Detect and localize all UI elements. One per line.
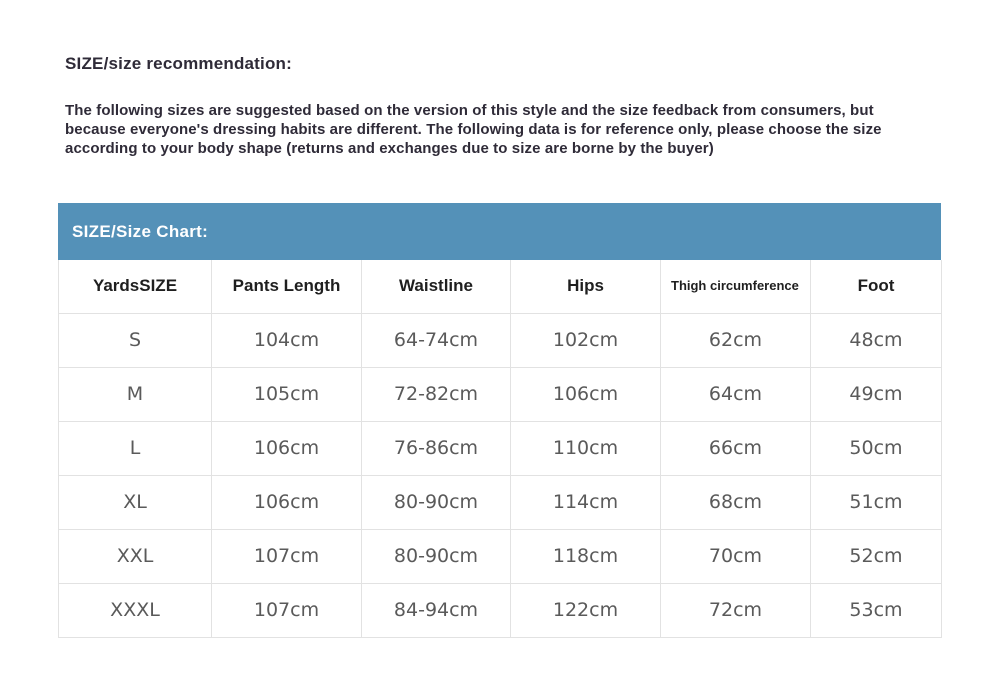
cell-size: M	[59, 367, 212, 421]
cell-waistline: 64-74cm	[362, 313, 511, 367]
size-recommendation-paragraph: The following sizes are suggested based on the version of this style and the size feedback from consumers, but because everyone's dressing habits are different. The following data is for reference only, please choose the size according to your body shape (returns and exchanges due to size are borne by the buyer)	[65, 102, 882, 157]
cell-foot: 50cm	[811, 421, 942, 475]
cell-pants-length: 107cm	[212, 529, 362, 583]
cell-waistline: 80-90cm	[362, 529, 511, 583]
column-header-thigh-circumference: Thigh circumference	[661, 260, 811, 313]
cell-thigh-circumference: 62cm	[661, 313, 811, 367]
column-header-yards-size: YardsSIZE	[59, 260, 212, 313]
table-row	[59, 313, 942, 367]
cell-waistline: 76-86cm	[362, 421, 511, 475]
cell-size: XL	[59, 475, 212, 529]
cell-thigh-circumference: 68cm	[661, 475, 811, 529]
column-header-hips: Hips	[511, 260, 661, 313]
cell-foot: 49cm	[811, 367, 942, 421]
size-recommendation-heading: SIZE/size recommendation:	[65, 54, 292, 73]
cell-pants-length: 106cm	[212, 421, 362, 475]
table-row	[59, 421, 942, 475]
cell-pants-length: 105cm	[212, 367, 362, 421]
cell-size: XXXL	[59, 583, 212, 637]
size-chart-table	[58, 260, 942, 638]
cell-hips: 118cm	[511, 529, 661, 583]
column-header-pants-length: Pants Length	[212, 260, 362, 313]
size-recommendation-section	[0, 0, 1000, 158]
size-chart-table-body	[59, 313, 942, 637]
size-chart-section	[58, 203, 941, 638]
cell-foot: 53cm	[811, 583, 942, 637]
cell-pants-length: 104cm	[212, 313, 362, 367]
cell-hips: 114cm	[511, 475, 661, 529]
cell-foot: 51cm	[811, 475, 942, 529]
column-header-waistline: Waistline	[362, 260, 511, 313]
table-row	[59, 367, 942, 421]
cell-waistline: 72-82cm	[362, 367, 511, 421]
cell-waistline: 80-90cm	[362, 475, 511, 529]
size-chart-table-head	[59, 260, 942, 313]
column-header-foot: Foot	[811, 260, 942, 313]
cell-size: L	[59, 421, 212, 475]
cell-size: S	[59, 313, 212, 367]
cell-hips: 110cm	[511, 421, 661, 475]
cell-thigh-circumference: 70cm	[661, 529, 811, 583]
size-chart-header-bar	[58, 203, 941, 260]
cell-size: XXL	[59, 529, 212, 583]
header-row	[59, 260, 942, 313]
cell-hips: 122cm	[511, 583, 661, 637]
cell-hips: 102cm	[511, 313, 661, 367]
table-row	[59, 475, 942, 529]
cell-foot: 52cm	[811, 529, 942, 583]
size-chart-title: SIZE/Size Chart:	[72, 221, 209, 241]
table-row	[59, 529, 942, 583]
cell-thigh-circumference: 64cm	[661, 367, 811, 421]
cell-thigh-circumference: 72cm	[661, 583, 811, 637]
cell-pants-length: 106cm	[212, 475, 362, 529]
cell-thigh-circumference: 66cm	[661, 421, 811, 475]
cell-pants-length: 107cm	[212, 583, 362, 637]
cell-hips: 106cm	[511, 367, 661, 421]
table-row	[59, 583, 942, 637]
cell-foot: 48cm	[811, 313, 942, 367]
cell-waistline: 84-94cm	[362, 583, 511, 637]
